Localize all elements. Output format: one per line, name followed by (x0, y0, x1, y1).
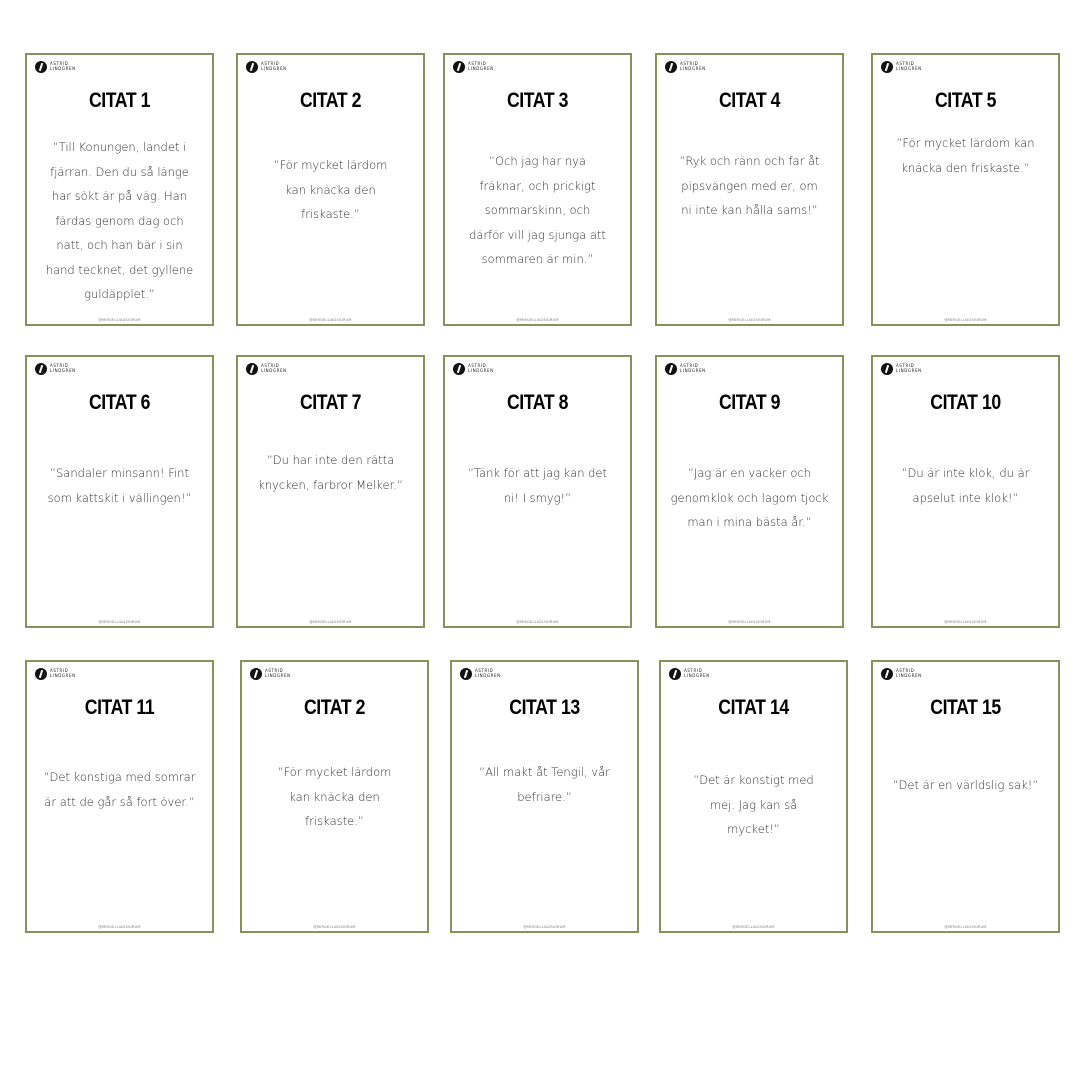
astrid-lindgren-logo-icon (246, 61, 258, 73)
logo-line2: LINDGREN (468, 368, 494, 373)
astrid-lindgren-logo (881, 61, 922, 73)
card-title: CITAT 1 (88, 89, 151, 112)
card-quote: ”All makt åt Tengil, vår befriare.” (479, 765, 610, 804)
logo-line1: ASTRID (265, 668, 284, 674)
astrid-lindgren-logo-icon (453, 61, 465, 73)
card-title: CITAT 8 (506, 391, 569, 414)
card-title: CITAT 6 (88, 391, 151, 414)
astrid-lindgren-logo-icon (665, 61, 677, 73)
astrid-lindgren-logo (453, 61, 494, 73)
astrid-lindgren-logo-icon (453, 363, 465, 375)
astrid-lindgren-logo-icon (881, 363, 893, 375)
logo-line2: LINDGREN (475, 673, 501, 678)
card-footer: @MIRGELLIAGSIGRUM (732, 925, 775, 929)
card-footer: @MIRGELLIAGSIGRUM (98, 318, 141, 322)
astrid-lindgren-logo (35, 668, 76, 680)
card-footer: @MIRGELLIAGSIGRUM (516, 620, 559, 624)
logo-line1: ASTRID (50, 61, 69, 67)
quote-card (871, 660, 1060, 933)
card-quote: ”Till Konungen, landet i fjärran. Den du så länge har sökt är på väg. Han färdas genom dag och natt, och han bär i sin hand tecknet, det gyllene guldäpplet.” (45, 140, 194, 301)
card-footer: @MIRGELLIAGSIGRUM (728, 318, 771, 322)
card-quote: ”Du har inte den rätta knycken, farbror Melker.” (258, 453, 403, 492)
logo-line1: ASTRID (468, 61, 487, 67)
quote-card (236, 355, 425, 628)
card-quote: ”Du är inte klok, du är apselut inte klok!” (901, 466, 1030, 505)
card-footer: @MIRGELLIAGSIGRUM (309, 318, 352, 322)
card-title: CITAT 3 (506, 89, 569, 112)
card-footer: @MIRGELLIAGSIGRUM (309, 620, 352, 624)
quote-card (25, 53, 214, 326)
quote-card (25, 660, 214, 933)
astrid-lindgren-logo (35, 61, 76, 73)
quote-card (443, 53, 632, 326)
quote-card (443, 355, 632, 628)
astrid-lindgren-logo (669, 668, 710, 680)
card-title: CITAT 2 (303, 696, 366, 719)
logo-line2: LINDGREN (896, 66, 922, 71)
logo-line2: LINDGREN (50, 673, 76, 678)
card-title: CITAT 5 (934, 89, 997, 112)
quote-card (659, 660, 848, 933)
logo-line1: ASTRID (50, 668, 69, 674)
card-title: CITAT 15 (930, 696, 1001, 719)
card-quote: ”Jag är en vacker och genomklok och lagom tjock man i mina bästa år.” (670, 466, 829, 529)
card-quote: ”Tänk för att jag kan det ni! I smyg!” (467, 466, 608, 505)
card-title: CITAT 2 (299, 89, 362, 112)
astrid-lindgren-logo (35, 363, 76, 375)
card-title: CITAT 11 (84, 696, 155, 719)
logo-line2: LINDGREN (50, 368, 76, 373)
logo-line2: LINDGREN (50, 66, 76, 71)
card-quote: ”Det är en världslig sak!” (892, 778, 1039, 792)
card-footer: @MIRGELLIAGSIGRUM (523, 925, 566, 929)
logo-line2: LINDGREN (896, 368, 922, 373)
astrid-lindgren-logo (881, 668, 922, 680)
astrid-lindgren-logo (250, 668, 291, 680)
logo-line2: LINDGREN (896, 673, 922, 678)
card-footer: @MIRGELLIAGSIGRUM (944, 925, 987, 929)
card-quote: ”För mycket lärdom kan knäcka den friskaste.” (273, 158, 388, 221)
card-footer: @MIRGELLIAGSIGRUM (944, 318, 987, 322)
logo-line1: ASTRID (680, 61, 699, 67)
logo-line1: ASTRID (50, 363, 69, 369)
card-title: CITAT 10 (930, 391, 1001, 414)
astrid-lindgren-logo (246, 363, 287, 375)
logo-line2: LINDGREN (680, 368, 706, 373)
logo-line2: LINDGREN (468, 66, 494, 71)
card-footer: @MIRGELLIAGSIGRUM (516, 318, 559, 322)
quote-card (655, 53, 844, 326)
card-quote: ”Sandaler minsann! Fint som kattskit i vällingen!” (47, 466, 192, 505)
quote-card (240, 660, 429, 933)
logo-line1: ASTRID (684, 668, 703, 674)
logo-line1: ASTRID (680, 363, 699, 369)
card-title: CITAT 7 (299, 391, 362, 414)
card-title: CITAT 9 (718, 391, 781, 414)
logo-line2: LINDGREN (680, 66, 706, 71)
card-quote: ”Och jag har nya fräknar, och prickigt sommarskinn, och därför vill jag sjunga att sommaren är min.” (469, 154, 606, 266)
card-footer: @MIRGELLIAGSIGRUM (98, 620, 141, 624)
astrid-lindgren-logo (665, 363, 706, 375)
card-quote: ”För mycket lärdom kan knäcka den friskaste.” (896, 136, 1035, 175)
logo-line1: ASTRID (896, 363, 915, 369)
logo-line2: LINDGREN (261, 368, 287, 373)
quote-card (25, 355, 214, 628)
astrid-lindgren-logo-icon (881, 61, 893, 73)
card-title: CITAT 14 (718, 696, 789, 719)
astrid-lindgren-logo-icon (246, 363, 258, 375)
astrid-lindgren-logo-icon (669, 668, 681, 680)
quote-card (871, 53, 1060, 326)
card-quote: ”Det konstiga med somrar är att de går så fort över.” (43, 770, 196, 809)
quote-card (871, 355, 1060, 628)
logo-line2: LINDGREN (684, 673, 710, 678)
logo-line1: ASTRID (475, 668, 494, 674)
logo-line1: ASTRID (261, 61, 280, 67)
astrid-lindgren-logo (246, 61, 287, 73)
card-footer: @MIRGELLIAGSIGRUM (98, 925, 141, 929)
card-quote: ”För mycket lärdom kan knäcka den friskaste.” (277, 765, 392, 828)
logo-line2: LINDGREN (265, 673, 291, 678)
card-title: CITAT 4 (718, 89, 781, 112)
astrid-lindgren-logo-icon (35, 61, 47, 73)
astrid-lindgren-logo-icon (665, 363, 677, 375)
logo-line1: ASTRID (468, 363, 487, 369)
card-title: CITAT 13 (509, 696, 580, 719)
logo-line1: ASTRID (896, 668, 915, 674)
astrid-lindgren-logo-icon (35, 668, 47, 680)
astrid-lindgren-logo (460, 668, 501, 680)
astrid-lindgren-logo (453, 363, 494, 375)
card-quote: ”Det är konstigt med mej. Jag kan så mycket!” (693, 773, 814, 836)
astrid-lindgren-logo (881, 363, 922, 375)
astrid-lindgren-logo (665, 61, 706, 73)
logo-line1: ASTRID (896, 61, 915, 67)
astrid-lindgren-logo-icon (881, 668, 893, 680)
logo-line1: ASTRID (261, 363, 280, 369)
card-footer: @MIRGELLIAGSIGRUM (728, 620, 771, 624)
card-footer: @MIRGELLIAGSIGRUM (944, 620, 987, 624)
quote-card (236, 53, 425, 326)
card-footer: @MIRGELLIAGSIGRUM (313, 925, 356, 929)
card-quote: ”Ryk och ränn och far åt pipsvängen med er, om ni inte kan hålla sams!” (679, 154, 820, 217)
astrid-lindgren-logo-icon (250, 668, 262, 680)
logo-line2: LINDGREN (261, 66, 287, 71)
astrid-lindgren-logo-icon (460, 668, 472, 680)
quote-card (655, 355, 844, 628)
quote-card (450, 660, 639, 933)
astrid-lindgren-logo-icon (35, 363, 47, 375)
